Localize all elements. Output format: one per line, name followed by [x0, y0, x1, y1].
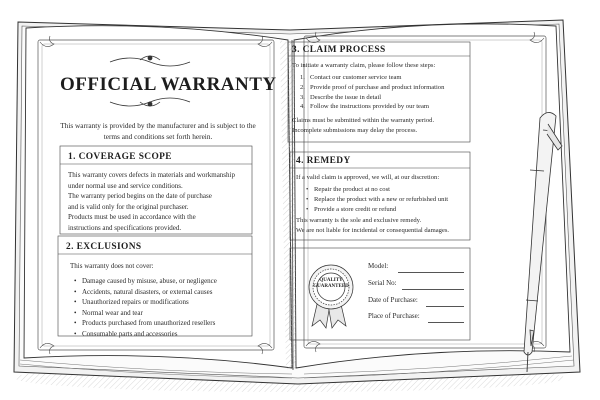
purchase-place-label: Place of Purchase:	[368, 312, 420, 320]
coverage-line: This warranty covers defects in materials and workmanship	[68, 171, 235, 179]
coverage-heading: 1. COVERAGE SCOPE	[68, 152, 172, 162]
exclusions-list	[72, 276, 217, 340]
list-item: • Normal wear and tear	[82, 308, 217, 319]
list-item: • Accidents, natural disasters, or external causes	[82, 287, 217, 298]
quality-seal-label	[313, 278, 349, 289]
list-item: Follow the instructions provided by our team	[310, 103, 430, 111]
list-item: • Repair the product at no cost	[314, 185, 448, 195]
purchase-place-field[interactable]	[428, 322, 464, 323]
list-item: • Replace the product with a new or refurbished unit	[314, 195, 448, 205]
page-title: OFFICIAL WARRANTY	[60, 74, 277, 95]
list-item: • Unauthorized repairs or modifications	[82, 297, 217, 308]
list-item: • Damage caused by misuse, abuse, or negligence	[82, 276, 217, 287]
list-item: Contact our customer service team	[310, 74, 402, 81]
coverage-line: The warranty period begins on the date of purchase	[68, 192, 212, 200]
serial-field[interactable]	[402, 289, 464, 290]
list-item: Describe the issue in detail	[310, 93, 382, 101]
coverage-line: and is valid only for the original purchaser.	[68, 202, 189, 211]
remedy-list	[304, 185, 448, 214]
claim-steps	[300, 73, 444, 112]
claim-note-line: Claims must be submitted within the warranty period.	[292, 117, 435, 124]
list-item: • Products purchased from unauthorized resellers	[82, 318, 217, 329]
claim-intro: To initiate a warranty claim, please follow these steps:	[292, 62, 436, 69]
remedy-note-line: This warranty is the sole and exclusive remedy.	[296, 217, 422, 224]
seal-line: GUARANTEED	[313, 283, 349, 289]
purchase-date-field[interactable]	[426, 306, 464, 307]
warranty-intro: This warranty is provided by the manufacturer and is subject to the terms and conditions set forth herein.	[60, 121, 256, 141]
coverage-text	[68, 170, 235, 233]
remedy-note-line: We are not liable for incidental or consequential damages.	[296, 226, 450, 234]
purchase-date-label: Date of Purchase:	[368, 296, 418, 304]
exclusions-intro: This warranty does not cover:	[70, 262, 154, 270]
claim-note	[292, 116, 434, 136]
remedy-note	[296, 216, 449, 236]
claim-note-line: Incomplete submissions may delay the process.	[292, 126, 418, 134]
model-label: Model:	[368, 262, 389, 270]
remedy-heading: 4. REMEDY	[296, 156, 351, 166]
model-field[interactable]	[398, 272, 464, 273]
remedy-intro: If a valid claim is approved, we will, at our discretion:	[296, 174, 440, 181]
claim-heading: 3. CLAIM PROCESS	[292, 45, 386, 55]
coverage-line: under normal use and service conditions.	[68, 181, 183, 190]
exclusions-heading: 2. EXCLUSIONS	[66, 242, 142, 252]
list-item: • Consumable parts and accessories	[82, 329, 217, 340]
serial-label: Serial No:	[368, 279, 397, 287]
seal-line: QUALITY	[319, 278, 343, 283]
coverage-line: Products must be used in accordance with the	[68, 213, 196, 221]
list-item: Provide proof of purchase and product information	[310, 83, 445, 91]
list-item: • Provide a store credit or refund	[314, 205, 448, 215]
coverage-line: instructions and specifications provided.	[68, 223, 182, 232]
